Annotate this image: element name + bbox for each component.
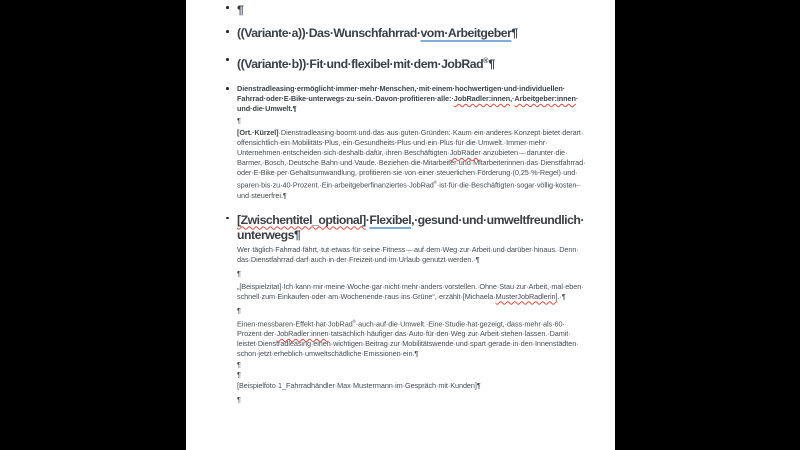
heading-text: ,·​gesund·​und·​umweltfreundlich·​unterwegs (237, 212, 585, 242)
paragraph-text: Wer·​täglich·​Fahrrad·​fährt,·​tut·​etwas·​für·​seine·​Fitness·​–·​auf·​dem·​Weg·​zur·​Arbeit·​und·​darüber·​hinaus.·​Denn·​das·​Dienstfahrrad·​darf·​auch·​in·​der·​Freizeit·​und·​im·​Urlaub·​genutzt·​werden.·​ (237, 244, 579, 264)
intro-paragraph[interactable] (237, 84, 591, 114)
umwelt-paragraph[interactable] (237, 317, 591, 359)
paragraph-style-marker (226, 217, 229, 220)
pilcrow-mark: ¶ (237, 359, 241, 369)
pilcrow-mark: ¶ (282, 190, 287, 200)
empty-paragraph[interactable] (237, 395, 591, 405)
heading-zwischentitel[interactable] (237, 213, 595, 243)
empty-heading-paragraph[interactable] (237, 2, 595, 18)
pilcrow-mark: ¶ (237, 394, 241, 404)
pilcrow-mark: ¶ (237, 369, 241, 379)
paragraph-style-marker (226, 58, 229, 61)
spellcheck-flagged-word[interactable]: [Zwischentitel_optional] (237, 212, 366, 227)
letterbox-left (0, 0, 186, 450)
pilcrow-mark: ¶ (237, 116, 241, 126)
pilcrow-mark: ¶ (476, 380, 481, 390)
pilcrow-mark: ¶ (237, 268, 241, 278)
ort-kuerzel-paragraph[interactable] (237, 128, 591, 200)
pilcrow-mark: ¶ (292, 104, 297, 114)
paragraph-text: ·​Dienstradleasing·​boomt·​und·​das·​aus·​guten·​Gründen:·​Kaum·​ein·​anderes·​Konzept·​bietet·​derart·​offensichtlich·​ein·​Mobilitäts-Plus,·​ein·​Gesundheits-Plus·​und·​ein·​Plus·​für·​die·​Umwelt.·​Immer·​mehr·​Unternehmen·​entscheiden·​sich·​deshalb·​dafür,·​ihren·​Beschäftigten·​ (237, 128, 584, 158)
empty-paragraph[interactable] (237, 269, 591, 279)
pilcrow-mark: ¶ (561, 291, 566, 301)
registered-trademark-sign: ® (433, 180, 437, 186)
registered-trademark-sign: ® (352, 318, 356, 324)
pilcrow-mark: ¶ (475, 254, 480, 264)
paragraph-style-marker (226, 6, 229, 9)
spellcheck-flagged-word[interactable]: JobRadler:innen (453, 94, 511, 104)
paragraph-text: „[Beispielzitat]·​Ich·​kann·​mir·​meine·​Woche·​gar·​nicht·​mehr·​anders·​vorstellen.·​Ohne·​Stau·​zur·​Arbeit,·​mal·​eben·​schnell·​zum·​Einkaufen·​oder·​am·​Wochenende·​raus·​ins·​Grüne“,·​erzählt·​[Michaela·​ (237, 281, 584, 301)
pilcrow-mark: ¶ (488, 57, 495, 72)
registered-trademark-sign: ® (483, 57, 489, 65)
document-page[interactable] (186, 0, 615, 450)
paragraph-text: ·​und·​die·​Umwelt. (237, 94, 579, 114)
empty-paragraph[interactable] (237, 360, 591, 370)
pilcrow-mark: ¶ (294, 227, 301, 242)
pilcrow-mark: ¶ (414, 348, 419, 358)
paragraph-text: ·​tatsächlich·​häufiger·​das·​Auto·​für·​den·​Weg·​zur·​Arbeit·​stehen·​lassen.·​Damit·​leistet·​Dienstradleasing·​einen·​wichtigen·​Beitrag·​zur·​Mobilitätswende·​und·​spart·​gerade·​in·​den·​Innenstädten·​schon·​jetzt·​erheblich·​umweltschädliche·​Emissionen·​ein. (237, 328, 579, 358)
paragraph-text: ·​auch·​auf·​die·​Umwelt.·​Eine·​Studie·​hat·​gezeigt,·​dass·​mehr·​als·​60·​Prozent·​der·​ (237, 318, 565, 338)
heading-text: ((Variante·​a))·​Das·​Wunschfahrrad·​ (237, 26, 421, 40)
fitness-paragraph[interactable] (237, 245, 591, 265)
paragraph-text: ,·​ (510, 94, 515, 104)
paragraph-text: ·​ist·​für·​die·​Beschäftigten·​sogar·​völlig·​kosten-·​und·​steuerfrei. (237, 180, 582, 200)
empty-paragraph[interactable] (237, 116, 591, 126)
pilcrow-mark: ¶ (511, 26, 518, 40)
empty-paragraph[interactable] (237, 370, 591, 380)
placeholder-label: [Ort.·​Kürzel] (237, 128, 279, 138)
paragraph-text: Dienstradleasing·​ermöglicht·​immer·​mehr·​Menschen,·​mit·​einem·​hochwertigen·​und·​individuellen·​Fahrrad·​oder·​E-Bike·​unterwegs·​zu·​sein.·​Davon·​profitieren·​alle:·​ (237, 84, 566, 104)
spellcheck-flagged-word[interactable]: JobRadler:innen (276, 328, 329, 338)
heading-text: ((Variante·​b))·​Fit·​und·​flexibel·​mit·​dem·​JobRad (237, 57, 484, 72)
letterbox-right (615, 0, 800, 450)
pilcrow-mark: ¶ (237, 305, 241, 315)
pilcrow-mark: ¶ (237, 3, 244, 17)
empty-paragraph[interactable] (237, 306, 591, 316)
paragraph-text: ·​anzubieten·​–·​darunter·​die·​Barmer,·​Bosch,·​Deutsche·​Bahn·​und·​Vaude.·​Beziehen·​die·​Mitarbeiter·​und·​Mitarbeiterinnen·​das·​Dienstfahrrad·​oder·​E-Bike·​per·​Gehaltsumwandlung,·​profitieren·​sie·​von·​einer·​steuerlichen·​Förderung·​(0,25·​%-Regel)·​und·​sparen·​bis·​zu·​40·​Prozent.·​Ein·​arbeitgeberfinanziertes·​JobRad (237, 148, 586, 190)
paragraph-style-marker (226, 87, 229, 90)
paragraph-text: Einen·​messbaren·​Effekt·​hat·​JobRad (237, 318, 353, 328)
paragraph-style-marker (226, 30, 229, 33)
paragraph-text: .·​ (557, 291, 562, 301)
grammar-flagged-text[interactable]: Flexibel (369, 212, 412, 227)
grammar-flagged-text[interactable]: vom·​Arbeitgeber (420, 26, 512, 40)
beispielfoto-paragraph[interactable] (237, 381, 591, 391)
paragraph-text: [Beispielfoto·​1_Fahrradhändler·​Max·​Mustermann·​im·​Gespräch·​mit·​Kunden] (237, 380, 477, 390)
heading-variante-a[interactable] (237, 26, 595, 41)
heading-text: ·​ (365, 212, 370, 227)
heading-variante-b[interactable] (237, 54, 595, 72)
spellcheck-flagged-word[interactable]: Arbeitgeber:innen (514, 94, 576, 104)
spellcheck-flagged-word[interactable]: JobRäder (449, 148, 481, 158)
quote-paragraph[interactable] (237, 282, 591, 302)
spellcheck-flagged-word[interactable]: MusterJobRadlerin] (495, 291, 558, 301)
document-content[interactable] (186, 0, 615, 405)
